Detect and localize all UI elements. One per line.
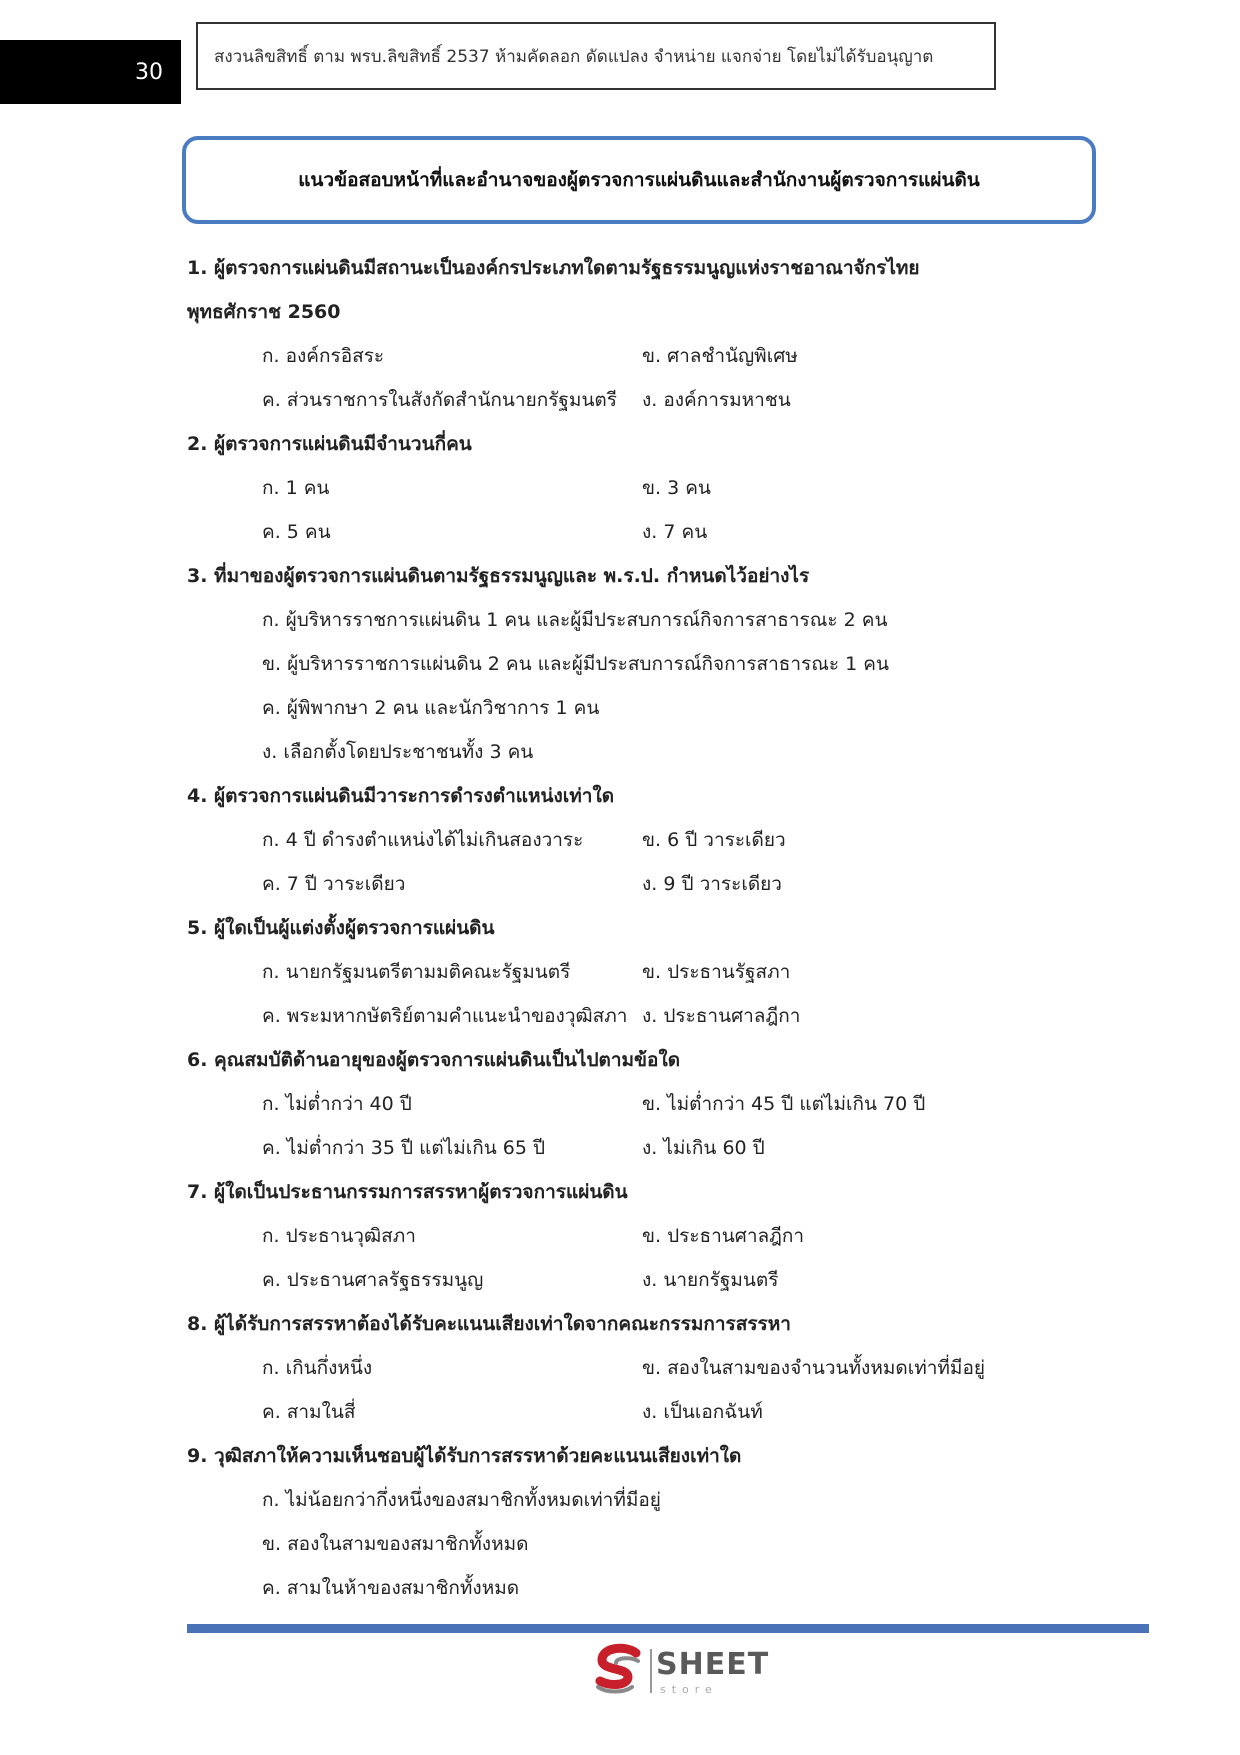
option-3c: ค. ผู้พิพากษา 2 คน และนักวิชาการ 1 คน <box>262 697 600 719</box>
option-2a: ก. 1 คน <box>262 477 330 499</box>
option-8b: ข. สองในสามของจำนวนทั้งหมดเท่าที่มีอยู่ <box>642 1357 986 1379</box>
option-4c: ค. 7 ปี วาระเดียว <box>262 873 406 895</box>
option-2c: ค. 5 คน <box>262 521 331 543</box>
option-2d: ง. 7 คน <box>642 521 708 543</box>
option-4b: ข. 6 ปี วาระเดียว <box>642 829 786 851</box>
option-row <box>187 730 1107 774</box>
section-title-box <box>182 136 1096 224</box>
option-row <box>187 334 1107 378</box>
option-row <box>187 1214 1107 1258</box>
option-7b: ข. ประธานศาลฎีกา <box>642 1225 805 1247</box>
option-6a: ก. ไม่ต่ำกว่า 40 ปี <box>262 1093 412 1115</box>
option-3b: ข. ผู้บริหารราชการแผ่นดิน 2 คน และผู้มีประสบการณ์กิจการสาธารณะ 1 คน <box>262 653 889 675</box>
option-row <box>187 598 1107 642</box>
question-list <box>187 246 1107 1610</box>
sheet-store-s-logo-icon <box>592 1643 646 1697</box>
option-row <box>187 378 1107 422</box>
option-row <box>187 510 1107 554</box>
option-5b: ข. ประธานรัฐสภา <box>642 961 791 983</box>
option-row <box>187 1566 1107 1610</box>
logo-subtext: store <box>660 1683 718 1696</box>
option-9b: ข. สองในสามของสมาชิกทั้งหมด <box>262 1533 529 1555</box>
option-row <box>187 950 1107 994</box>
option-5d: ง. ประธานศาลฎีกา <box>642 1005 801 1027</box>
option-8d: ง. เป็นเอกฉันท์ <box>642 1401 763 1423</box>
option-4a: ก. 4 ปี ดำรงตำแหน่งได้ไม่เกินสองวาระ <box>262 829 584 851</box>
option-row <box>187 1522 1107 1566</box>
option-row <box>187 1346 1107 1390</box>
section-title: แนวข้อสอบหน้าที่และอำนาจของผู้ตรวจการแผ่นดินและสำนักงานผู้ตรวจการแผ่นดิน <box>298 169 980 191</box>
option-5a: ก. นายกรัฐมนตรีตามมติคณะรัฐมนตรี <box>262 961 571 983</box>
option-row <box>187 862 1107 906</box>
sheet-store-logo <box>592 1643 772 1699</box>
logo-divider <box>650 1649 652 1693</box>
option-1b: ข. ศาลชำนัญพิเศษ <box>642 345 798 367</box>
question-5: 5. ผู้ใดเป็นผู้แต่งตั้งผู้ตรวจการแผ่นดิน <box>187 917 495 939</box>
option-1c: ค. ส่วนราชการในสังกัดสำนักนายกรัฐมนตรี <box>262 389 617 411</box>
option-row <box>187 1082 1107 1126</box>
question-2: 2. ผู้ตรวจการแผ่นดินมีจำนวนกี่คน <box>187 433 472 455</box>
footer-rule <box>187 1624 1149 1633</box>
option-7a: ก. ประธานวุฒิสภา <box>262 1225 416 1247</box>
question-4: 4. ผู้ตรวจการแผ่นดินมีวาระการดำรงตำแหน่งเท่าใด <box>187 785 615 807</box>
option-row <box>187 466 1107 510</box>
option-6c: ค. ไม่ต่ำกว่า 35 ปี แต่ไม่เกิน 65 ปี <box>262 1137 546 1159</box>
option-row <box>187 1258 1107 1302</box>
option-2b: ข. 3 คน <box>642 477 711 499</box>
option-9c: ค. สามในห้าของสมาชิกทั้งหมด <box>262 1577 520 1599</box>
option-row <box>187 994 1107 1038</box>
option-row <box>187 818 1107 862</box>
option-1a: ก. องค์กรอิสระ <box>262 345 385 367</box>
question-8: 8. ผู้ได้รับการสรรหาต้องได้รับคะแนนเสียงเท่าใดจากคณะกรรมการสรรหา <box>187 1313 791 1335</box>
logo-text: SHEET <box>656 1647 770 1682</box>
option-row <box>187 1126 1107 1170</box>
question-6: 6. คุณสมบัติด้านอายุของผู้ตรวจการแผ่นดินเป็นไปตามข้อใด <box>187 1049 681 1071</box>
option-9a: ก. ไม่น้อยกว่ากึ่งหนึ่งของสมาชิกทั้งหมดเท่าที่มีอยู่ <box>262 1489 661 1511</box>
option-5c: ค. พระมหากษัตริย์ตามคำแนะนำของวุฒิสภา <box>262 1005 628 1027</box>
option-7d: ง. นายกรัฐมนตรี <box>642 1269 779 1291</box>
option-6d: ง. ไม่เกิน 60 ปี <box>642 1137 765 1159</box>
question-7: 7. ผู้ใดเป็นประธานกรรมการสรรหาผู้ตรวจการแผ่นดิน <box>187 1181 628 1203</box>
option-6b: ข. ไม่ต่ำกว่า 45 ปี แต่ไม่เกิน 70 ปี <box>642 1093 926 1115</box>
option-row <box>187 1390 1107 1434</box>
option-1d: ง. องค์การมหาชน <box>642 389 791 411</box>
option-row <box>187 642 1107 686</box>
option-4d: ง. 9 ปี วาระเดียว <box>642 873 782 895</box>
option-3d: ง. เลือกตั้งโดยประชาชนทั้ง 3 คน <box>262 741 534 763</box>
option-8c: ค. สามในสี่ <box>262 1401 356 1423</box>
question-1: 1. ผู้ตรวจการแผ่นดินมีสถานะเป็นองค์กรประเภทใดตามรัฐธรรมนูญแห่งราชอาณาจักรไทย <box>187 257 920 279</box>
option-7c: ค. ประธานศาลรัฐธรรมนูญ <box>262 1269 484 1291</box>
option-row <box>187 1478 1107 1522</box>
copyright-notice: สงวนลิขสิทธิ์ ตาม พรบ.ลิขสิทธิ์ 2537 ห้ามคัดลอก ดัดแปลง จำหน่าย แจกจ่าย โดยไม่ได้รับอนุญาต <box>196 22 996 90</box>
question-1-continuation: พุทธศักราช 2560 <box>187 301 341 323</box>
option-8a: ก. เกินกึ่งหนึ่ง <box>262 1357 373 1379</box>
option-row <box>187 686 1107 730</box>
option-3a: ก. ผู้บริหารราชการแผ่นดิน 1 คน และผู้มีประสบการณ์กิจการสาธารณะ 2 คน <box>262 609 888 631</box>
page-number: 30 <box>0 40 181 104</box>
question-3: 3. ที่มาของผู้ตรวจการแผ่นดินตามรัฐธรรมนูญและ พ.ร.ป. กำหนดไว้อย่างไร <box>187 565 810 587</box>
question-9: 9. วุฒิสภาให้ความเห็นชอบผู้ได้รับการสรรหาด้วยคะแนนเสียงเท่าใด <box>187 1445 742 1467</box>
